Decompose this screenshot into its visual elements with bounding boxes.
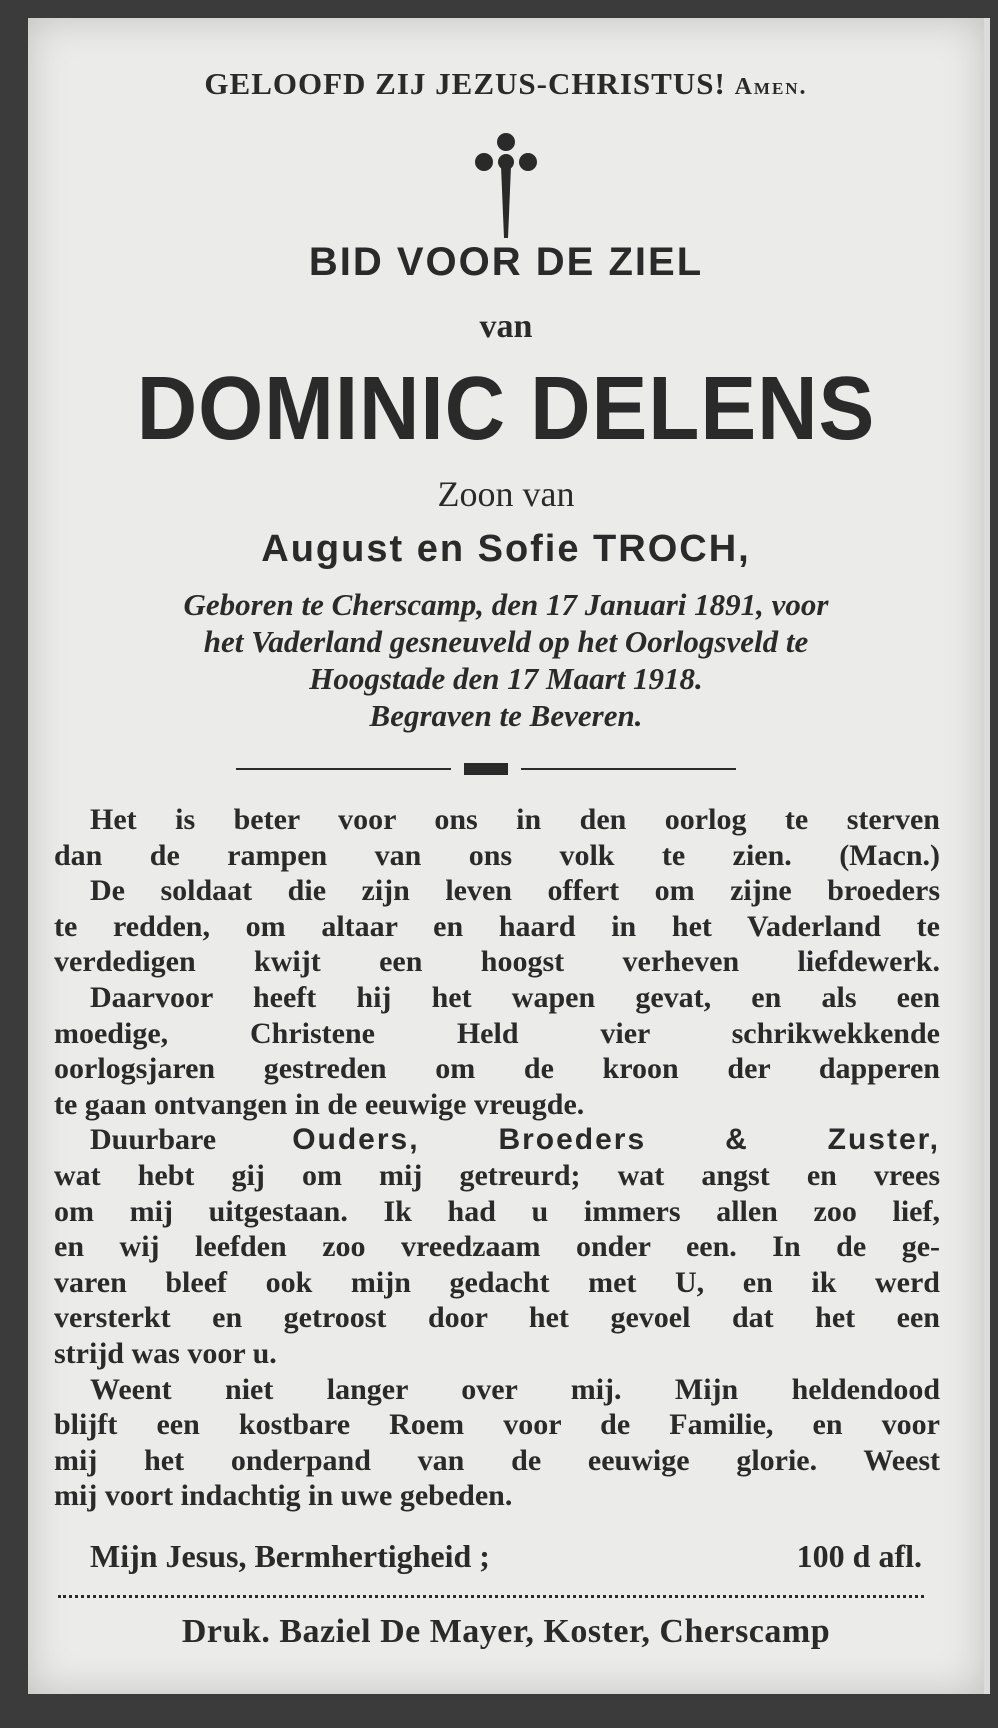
bio-line: het Vaderland gesneuveld op het Oorlogsveld te <box>203 624 809 659</box>
prayer-heading: BID VOOR DE ZIEL <box>308 240 704 284</box>
indulgence-prayer <box>90 1538 922 1575</box>
divider <box>236 763 736 775</box>
header-amen: Amen. <box>734 74 808 100</box>
body-line: Weent niet langer over mij. Mijn heldendood <box>90 1372 940 1406</box>
body-line: moedige, Christene Held vier schrikwekkende <box>54 1016 940 1050</box>
body-line: verdedigen kwijt een hoogst verheven liefdewerk. <box>54 945 940 979</box>
body-line: om mij uitgestaan. Ik had u immers allen zoo lief, <box>54 1194 940 1228</box>
body-text-duurbare: Duurbare <box>90 1123 217 1157</box>
cross-icon <box>470 130 542 242</box>
body-line: dan de rampen van ons volk te zien. (Macn.) <box>54 838 940 872</box>
son-of-label: Zoon van <box>437 474 575 514</box>
indulgence-days: 100 d afl. <box>796 1538 922 1574</box>
body-line: varen bleef ook mijn gedacht met U, en ik werd <box>54 1265 940 1299</box>
body-line: Het is beter voor ons in den oorlog te sterven <box>90 803 940 836</box>
dotted-divider <box>58 1595 924 1598</box>
family-address: Ouders, Broeders & Zuster, <box>292 1123 940 1157</box>
body-line: oorlogsjaren gestreden om de kroon der dapperen <box>54 1052 940 1086</box>
body-line: versterkt en getroost door het gevoel dat het een <box>54 1301 940 1335</box>
biography <box>58 586 954 734</box>
bio-line: Hoogstade den 17 Maart 1918. <box>309 661 703 696</box>
body-line: Daarvoor heeft hij het wapen gevat, en als een <box>90 980 940 1014</box>
body-line: mij voort indachtig in uwe gebeden. <box>54 1479 513 1513</box>
header-text: GELOOFD ZIJ JEZUS-CHRISTUS! <box>204 66 726 101</box>
body-line: te gaan ontvangen in de eeuwige vreugde. <box>54 1087 585 1121</box>
body-text <box>54 802 940 1514</box>
body-line: en wij leefden zoo vreedzaam onder een. In de ge- <box>54 1230 940 1264</box>
body-line: blijft een kostbare Roem voor de Familie, en voor <box>54 1408 940 1442</box>
bio-line: Geboren te Cherscamp, den 17 Januari 1891, voor <box>183 587 829 622</box>
body-line: strijd was voor u. <box>54 1336 277 1370</box>
van-label: van <box>479 308 533 345</box>
body-line-family <box>54 1122 940 1158</box>
parents-names: August en Sofie TROCH, <box>261 528 751 570</box>
header-line <box>28 66 984 102</box>
prayer-text: Mijn Jesus, Bermhertigheid ; <box>90 1538 490 1574</box>
body-line: te redden, om altaar en haard in het Vaderland te <box>54 909 940 943</box>
memorial-card <box>28 18 990 1694</box>
body-line: wat hebt gij om mij getreurd; wat angst en vrees <box>54 1158 940 1192</box>
bio-line: Begraven te Beveren. <box>369 698 643 733</box>
deceased-name: DOMINIC DELENS <box>136 359 876 459</box>
body-line: De soldaat die zijn leven offert om zijne broeders <box>90 874 940 908</box>
body-line: mij het onderpand van de eeuwige glorie. Weest <box>54 1443 940 1477</box>
printer-credit: Druk. Baziel De Mayer, Koster, Cherscamp <box>181 1613 831 1650</box>
